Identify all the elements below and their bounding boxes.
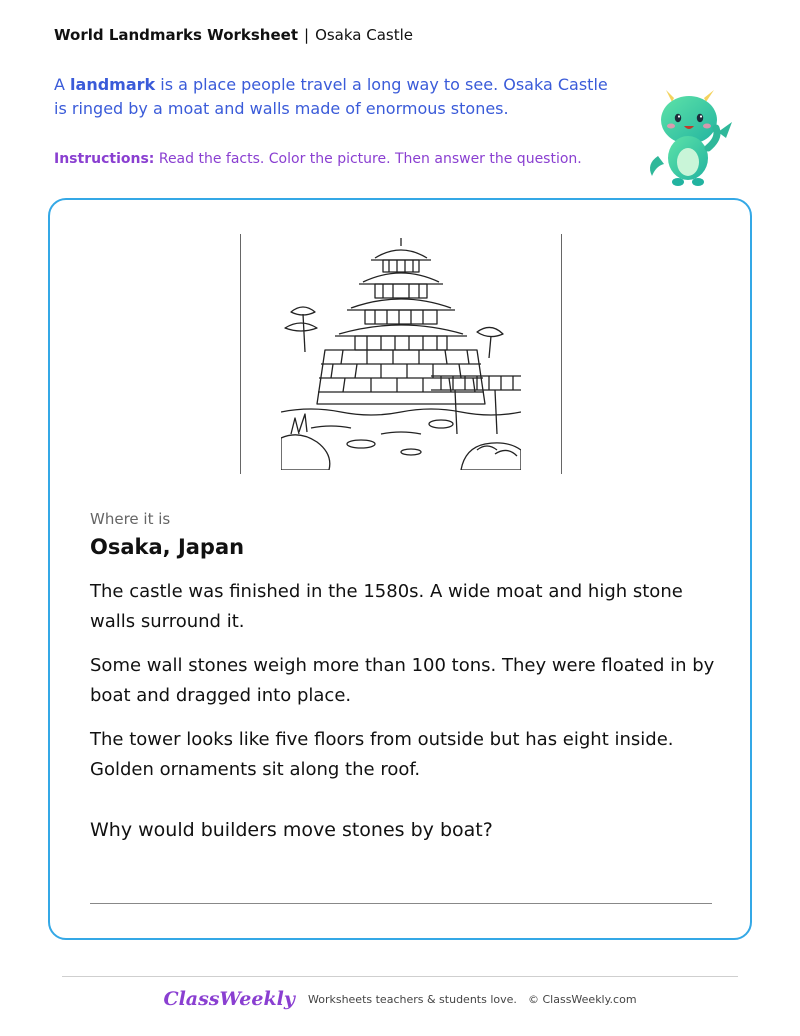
intro-prefix: A <box>54 75 71 94</box>
landmark-card <box>48 198 752 940</box>
osaka-castle-coloring-illustration <box>281 234 521 470</box>
instructions-label: Instructions: <box>54 151 155 167</box>
footer-tagline: Worksheets teachers & students love. <box>307 992 517 1006</box>
worksheet-header <box>54 26 413 44</box>
castle-picture-frame <box>240 234 562 474</box>
location-heading: Osaka, Japan <box>90 535 245 559</box>
question-prompt: Why would builders move stones by boat? <box>90 819 493 841</box>
fact-paragraph: The tower looks like five floors from outside but has eight inside. Golden ornaments sit along the roof. <box>90 729 674 780</box>
brand-logo: ClassWeekly <box>163 988 295 1010</box>
worksheet-subtitle: Osaka Castle <box>315 26 414 44</box>
intro-rest: is a place people travel a long way to see. Osaka Castle is ringed by a moat and walls made of enormous stones. <box>54 75 608 118</box>
fact-paragraph: The castle was finished in the 1580s. A wide moat and high stone walls surround it. <box>90 581 683 632</box>
footer-copyright: © ClassWeekly.com <box>527 992 637 1006</box>
fact-paragraph: Some wall stones weigh more than 100 tons. They were floated in by boat and dragged into place. <box>90 655 715 706</box>
footer <box>0 988 800 1010</box>
instructions <box>54 151 582 167</box>
intro-paragraph <box>54 73 614 121</box>
answer-line[interactable] <box>90 903 712 904</box>
worksheet-title: World Landmarks Worksheet <box>54 26 298 44</box>
where-it-is-label: Where it is <box>90 510 171 528</box>
dragon-mascot-icon <box>644 86 734 190</box>
footer-divider <box>62 976 738 977</box>
facts-list <box>90 577 720 799</box>
intro-keyword: landmark <box>70 75 156 94</box>
instructions-text: Read the facts. Color the picture. Then answer the question. <box>154 151 582 167</box>
header-separator: | <box>304 26 310 44</box>
